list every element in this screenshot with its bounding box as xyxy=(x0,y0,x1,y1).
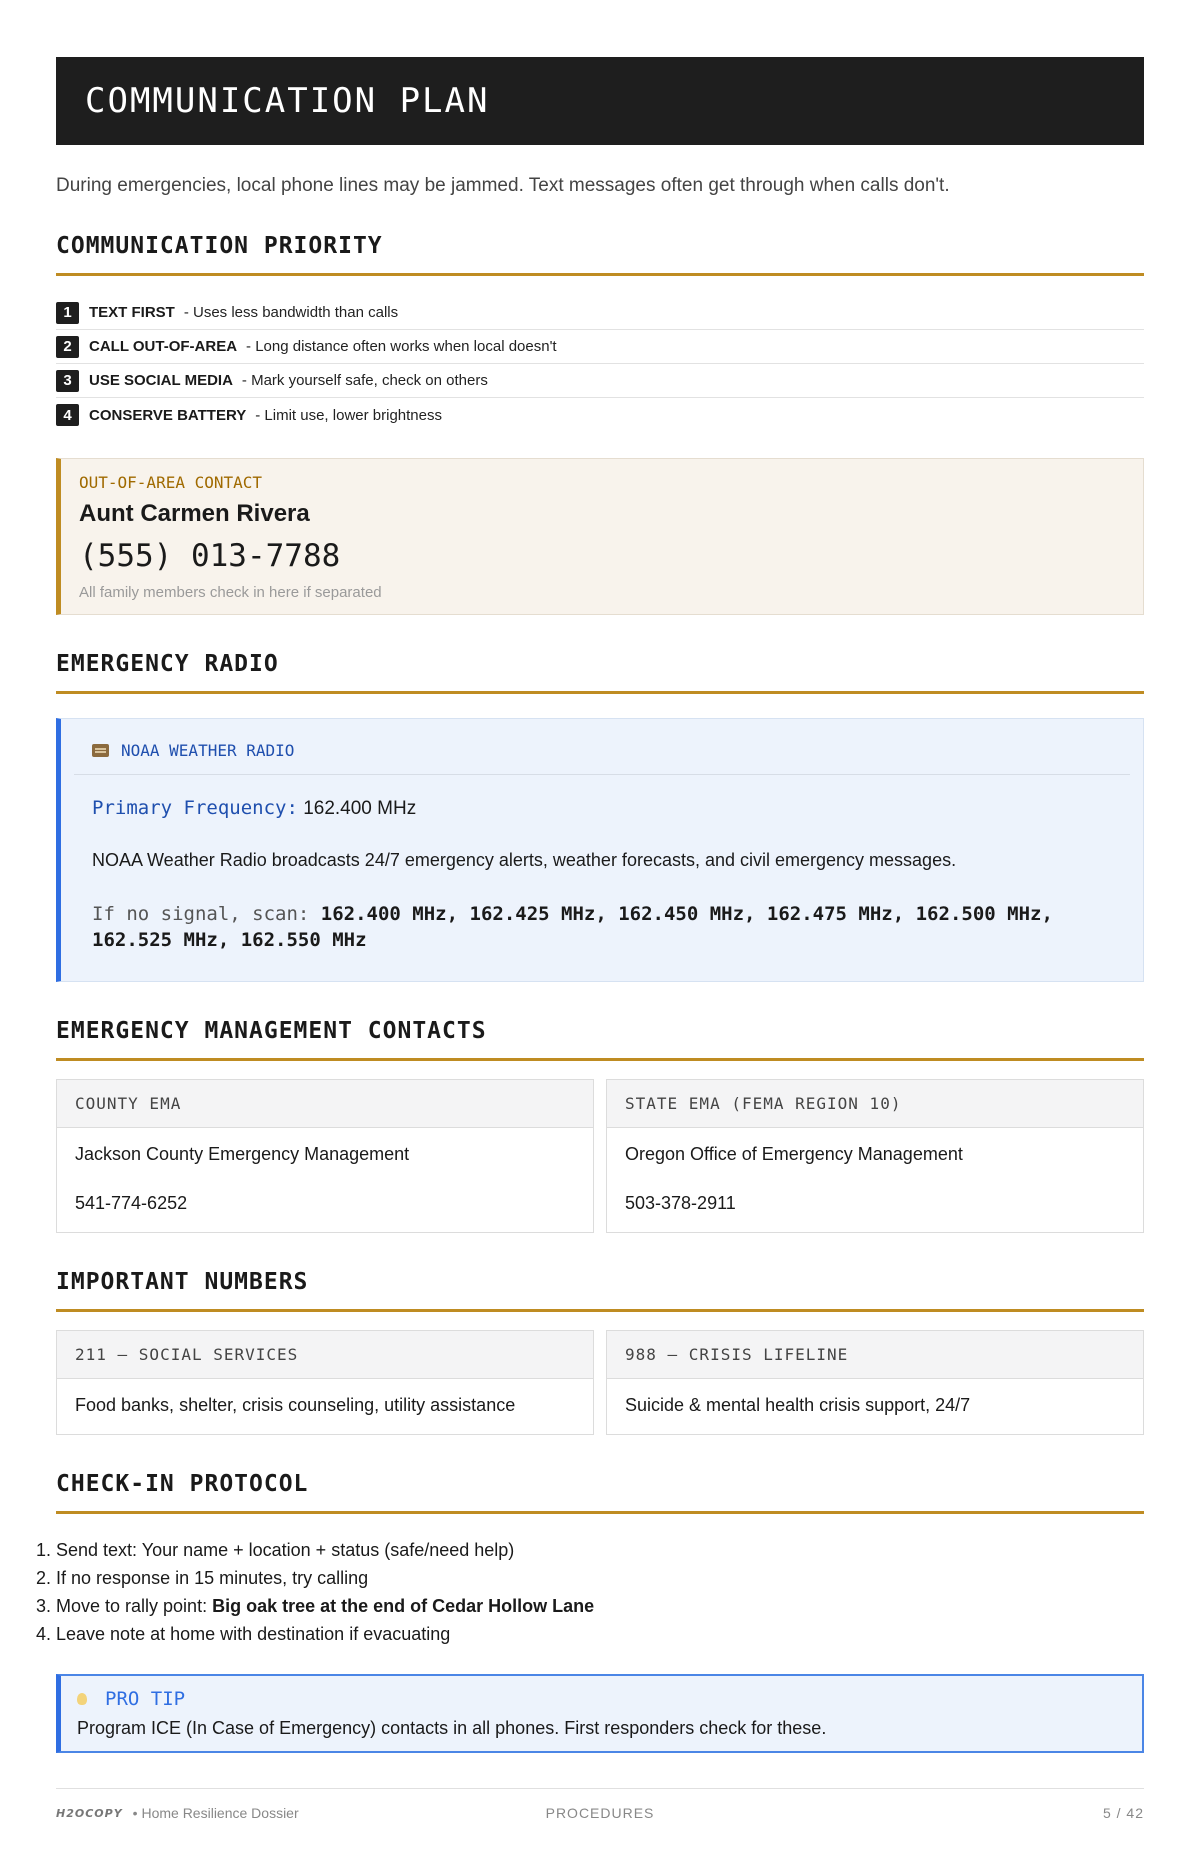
footer xyxy=(56,1788,1144,1821)
radio-card xyxy=(56,718,1144,982)
radio-card-title: NOAA WEATHER RADIO xyxy=(121,741,295,760)
ema-heading: EMERGENCY MANAGEMENT CONTACTS xyxy=(56,1018,1144,1061)
card-title: STATE EMA (FEMA REGION 10) xyxy=(607,1080,1143,1128)
out-of-area-contact-card xyxy=(56,458,1144,615)
priority-number-badge: 1 xyxy=(56,302,79,324)
important-number-cards xyxy=(56,1330,1144,1435)
priority-item xyxy=(56,296,1144,330)
priority-heading: COMMUNICATION PRIORITY xyxy=(56,233,1144,276)
page xyxy=(56,57,1144,1753)
protocol-step: 2. If no response in 15 minutes, try calling xyxy=(56,1564,1144,1592)
priority-item xyxy=(56,398,1144,432)
priority-label: TEXT FIRST xyxy=(89,304,175,321)
priority-description: - Uses less bandwidth than calls xyxy=(183,304,399,321)
agency-phone[interactable]: 503-378-2911 xyxy=(625,1193,736,1213)
priority-label: USE SOCIAL MEDIA xyxy=(89,372,233,389)
radio-description: NOAA Weather Radio broadcasts 24/7 emergency alerts, weather forecasts, and civil emergency messages. xyxy=(92,850,957,870)
priority-description: - Limit use, lower brightness xyxy=(255,406,442,424)
agency-phone[interactable]: 541-774-6252 xyxy=(75,1193,188,1213)
lightbulb-icon xyxy=(77,1693,87,1705)
primary-frequency-value: 162.400 MHz xyxy=(303,798,417,819)
priority-label: CONSERVE BATTERY xyxy=(89,406,247,424)
pro-tip-title: PRO TIP xyxy=(105,1688,186,1710)
rally-point: Big oak tree at the end of Cedar Hollow Lane xyxy=(212,1596,595,1616)
title-bar xyxy=(56,57,1144,145)
radio-card-header xyxy=(74,741,1130,775)
priority-description: - Long distance often works when local doesn't xyxy=(246,338,557,355)
protocol-step: 1. Send text: Your name + location + status (safe/need help) xyxy=(56,1536,1144,1564)
card-title: 211 — SOCIAL SERVICES xyxy=(57,1331,593,1379)
contact-name: Aunt Carmen Rivera xyxy=(79,500,310,527)
check-in-protocol xyxy=(56,1536,1144,1648)
protocol-step: 4. Leave note at home with destination if evacuating xyxy=(56,1620,1144,1648)
document-name: • Home Resilience Dossier xyxy=(132,1805,299,1821)
check-in-heading: CHECK-IN PROTOCOL xyxy=(56,1471,1144,1514)
important-numbers-heading: IMPORTANT NUMBERS xyxy=(56,1269,1144,1312)
state-ema-card xyxy=(606,1079,1144,1233)
scan-label: If no signal, scan: xyxy=(92,903,310,925)
primary-frequency xyxy=(92,797,1130,820)
page-number: 5 / 42 xyxy=(1102,1805,1144,1821)
priority-number-badge: 2 xyxy=(56,336,79,358)
priority-label: CALL OUT-OF-AREA xyxy=(89,338,238,355)
brand-logo: H2OCOPY xyxy=(56,1806,123,1820)
pro-tip-box xyxy=(56,1674,1144,1753)
social-services-card xyxy=(56,1330,594,1435)
pro-tip-header xyxy=(77,1688,1126,1710)
card-description: Food banks, shelter, crisis counseling, utility assistance xyxy=(75,1395,516,1415)
agency-name: Oregon Office of Emergency Management xyxy=(625,1144,963,1164)
priority-number-badge: 3 xyxy=(56,370,79,392)
contact-note: All family members check in here if separated xyxy=(79,584,382,601)
page-title: COMMUNICATION PLAN xyxy=(85,81,490,121)
card-title: 988 — CRISIS LIFELINE xyxy=(607,1331,1143,1379)
radio-icon xyxy=(92,744,109,757)
out-of-area-label: OUT-OF-AREA CONTACT xyxy=(79,473,263,492)
priority-number-badge: 4 xyxy=(56,404,79,426)
county-ema-card xyxy=(56,1079,594,1233)
contact-phone[interactable]: (555) 013-7788 xyxy=(79,538,341,574)
priority-item xyxy=(56,330,1144,364)
agency-name: Jackson County Emergency Management xyxy=(75,1144,410,1164)
protocol-step-text: Move to rally point: xyxy=(56,1596,213,1616)
protocol-step xyxy=(56,1592,1144,1620)
section-name: PROCEDURES xyxy=(545,1805,655,1821)
protocol-steps xyxy=(56,1536,1144,1648)
primary-frequency-label: Primary Frequency: xyxy=(92,797,298,819)
intro-text: During emergencies, local phone lines may be jammed. Text messages often get through when calls don't. xyxy=(56,175,950,196)
scan-frequencies xyxy=(92,901,1130,953)
card-title: COUNTY EMA xyxy=(57,1080,593,1128)
crisis-lifeline-card xyxy=(606,1330,1144,1435)
ema-cards xyxy=(56,1079,1144,1233)
radio-heading: EMERGENCY RADIO xyxy=(56,651,1144,694)
pro-tip-body: Program ICE (In Case of Emergency) contacts in all phones. First responders check for these. xyxy=(77,1718,827,1738)
priority-list xyxy=(56,296,1144,432)
card-description: Suicide & mental health crisis support, 24/7 xyxy=(625,1395,971,1415)
priority-description: - Mark yourself safe, check on others xyxy=(241,372,488,389)
scan-values: 162.400 MHz, 162.425 MHz, 162.450 MHz, 162.475 MHz, 162.500 MHz, 162.525 MHz, 162.550 MHz xyxy=(92,903,1053,951)
priority-item xyxy=(56,364,1144,398)
